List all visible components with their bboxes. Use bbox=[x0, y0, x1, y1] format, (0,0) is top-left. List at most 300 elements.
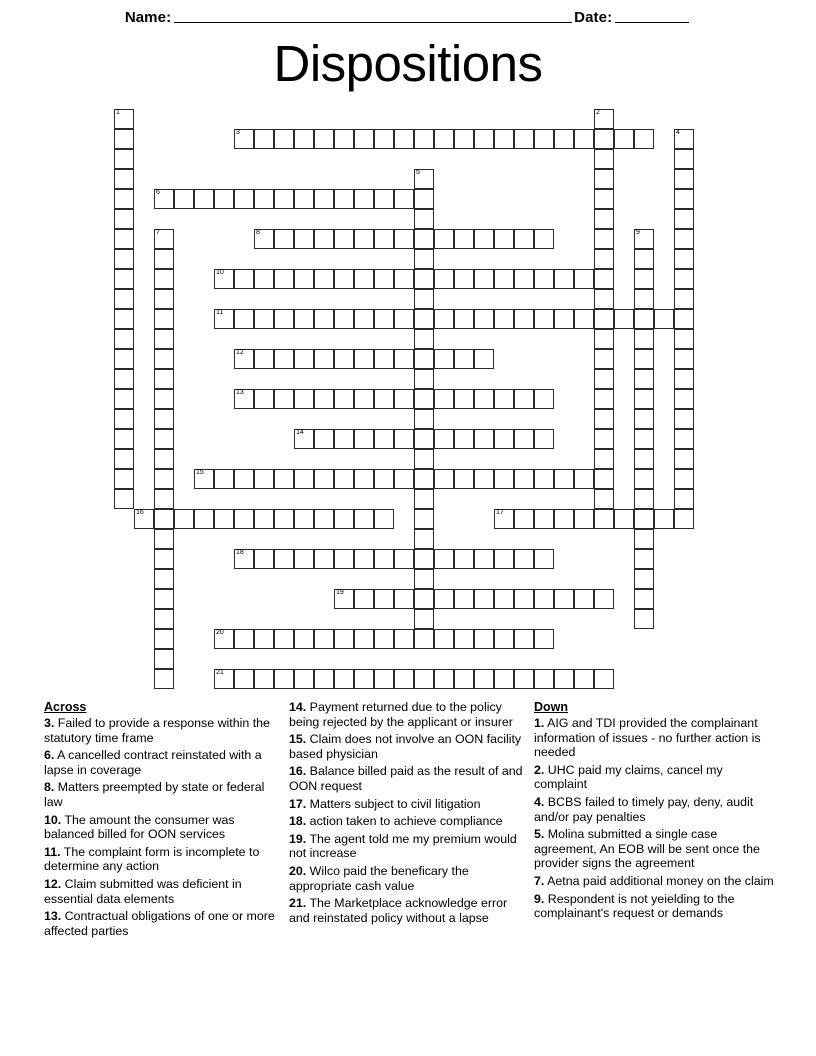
grid-cell[interactable] bbox=[354, 509, 374, 529]
grid-cell[interactable] bbox=[114, 449, 134, 469]
grid-cell[interactable] bbox=[234, 509, 254, 529]
grid-cell[interactable] bbox=[674, 409, 694, 429]
grid-cell[interactable] bbox=[634, 229, 654, 249]
grid-cell[interactable] bbox=[354, 589, 374, 609]
grid-cell[interactable] bbox=[314, 429, 334, 449]
grid-cell[interactable] bbox=[594, 289, 614, 309]
grid-cell[interactable] bbox=[594, 469, 614, 489]
grid-cell[interactable] bbox=[434, 669, 454, 689]
grid-cell[interactable] bbox=[194, 509, 214, 529]
grid-cell[interactable] bbox=[274, 469, 294, 489]
grid-cell[interactable] bbox=[354, 469, 374, 489]
grid-cell[interactable] bbox=[514, 309, 534, 329]
grid-cell[interactable] bbox=[354, 429, 374, 449]
grid-cell[interactable] bbox=[574, 469, 594, 489]
grid-cell[interactable] bbox=[114, 349, 134, 369]
grid-cell[interactable] bbox=[594, 669, 614, 689]
grid-cell[interactable] bbox=[494, 429, 514, 449]
grid-cell[interactable] bbox=[394, 669, 414, 689]
grid-cell[interactable] bbox=[534, 309, 554, 329]
grid-cell[interactable] bbox=[594, 489, 614, 509]
grid-cell[interactable] bbox=[114, 429, 134, 449]
grid-cell[interactable] bbox=[634, 329, 654, 349]
grid-cell[interactable] bbox=[454, 469, 474, 489]
grid-cell[interactable] bbox=[354, 129, 374, 149]
grid-cell[interactable] bbox=[474, 669, 494, 689]
grid-cell[interactable] bbox=[594, 509, 614, 529]
grid-cell[interactable] bbox=[154, 469, 174, 489]
grid-cell[interactable] bbox=[614, 129, 634, 149]
grid-cell[interactable] bbox=[394, 349, 414, 369]
grid-cell[interactable] bbox=[634, 509, 654, 529]
grid-cell[interactable] bbox=[594, 209, 614, 229]
grid-cell[interactable] bbox=[154, 629, 174, 649]
grid-cell[interactable] bbox=[674, 489, 694, 509]
grid-cell[interactable] bbox=[514, 229, 534, 249]
grid-cell[interactable] bbox=[594, 369, 614, 389]
grid-cell[interactable] bbox=[374, 589, 394, 609]
grid-cell[interactable] bbox=[414, 249, 434, 269]
grid-cell[interactable] bbox=[394, 629, 414, 649]
grid-cell[interactable] bbox=[434, 469, 454, 489]
crossword-grid[interactable] bbox=[114, 109, 714, 699]
grid-cell[interactable] bbox=[154, 669, 174, 689]
grid-cell[interactable] bbox=[494, 549, 514, 569]
grid-cell[interactable] bbox=[214, 189, 234, 209]
grid-cell[interactable] bbox=[294, 309, 314, 329]
grid-cell[interactable] bbox=[474, 629, 494, 649]
grid-cell[interactable] bbox=[414, 269, 434, 289]
grid-cell[interactable] bbox=[374, 389, 394, 409]
grid-cell[interactable] bbox=[474, 389, 494, 409]
grid-cell[interactable] bbox=[674, 209, 694, 229]
grid-cell[interactable] bbox=[114, 289, 134, 309]
grid-cell[interactable] bbox=[354, 189, 374, 209]
grid-cell[interactable] bbox=[294, 269, 314, 289]
grid-cell[interactable] bbox=[634, 369, 654, 389]
grid-cell[interactable] bbox=[394, 269, 414, 289]
grid-cell[interactable] bbox=[674, 369, 694, 389]
grid-cell[interactable] bbox=[474, 309, 494, 329]
grid-cell[interactable] bbox=[414, 189, 434, 209]
grid-cell[interactable] bbox=[554, 509, 574, 529]
grid-cell[interactable] bbox=[514, 549, 534, 569]
grid-cell[interactable] bbox=[334, 229, 354, 249]
grid-cell[interactable] bbox=[154, 369, 174, 389]
grid-cell[interactable] bbox=[434, 309, 454, 329]
grid-cell[interactable] bbox=[254, 309, 274, 329]
grid-cell[interactable] bbox=[414, 209, 434, 229]
grid-cell[interactable] bbox=[354, 629, 374, 649]
grid-cell[interactable] bbox=[494, 669, 514, 689]
grid-cell[interactable] bbox=[574, 589, 594, 609]
grid-cell[interactable] bbox=[294, 429, 314, 449]
grid-cell[interactable] bbox=[314, 669, 334, 689]
grid-cell[interactable] bbox=[634, 489, 654, 509]
grid-cell[interactable] bbox=[334, 629, 354, 649]
grid-cell[interactable] bbox=[294, 669, 314, 689]
grid-cell[interactable] bbox=[574, 669, 594, 689]
grid-cell[interactable] bbox=[274, 549, 294, 569]
grid-cell[interactable] bbox=[674, 189, 694, 209]
grid-cell[interactable] bbox=[274, 669, 294, 689]
grid-cell[interactable] bbox=[434, 589, 454, 609]
grid-cell[interactable] bbox=[434, 629, 454, 649]
date-blank-line[interactable] bbox=[615, 21, 689, 23]
grid-cell[interactable] bbox=[314, 309, 334, 329]
grid-cell[interactable] bbox=[394, 589, 414, 609]
grid-cell[interactable] bbox=[394, 429, 414, 449]
grid-cell[interactable] bbox=[574, 269, 594, 289]
grid-cell[interactable] bbox=[534, 229, 554, 249]
grid-cell[interactable] bbox=[334, 549, 354, 569]
grid-cell[interactable] bbox=[394, 389, 414, 409]
grid-cell[interactable] bbox=[674, 149, 694, 169]
grid-cell[interactable] bbox=[634, 129, 654, 149]
grid-cell[interactable] bbox=[414, 529, 434, 549]
grid-cell[interactable] bbox=[634, 289, 654, 309]
grid-cell[interactable] bbox=[354, 269, 374, 289]
grid-cell[interactable] bbox=[334, 469, 354, 489]
grid-cell[interactable] bbox=[374, 669, 394, 689]
name-blank-line[interactable] bbox=[174, 21, 572, 23]
grid-cell[interactable] bbox=[454, 129, 474, 149]
grid-cell[interactable] bbox=[594, 329, 614, 349]
grid-cell[interactable] bbox=[294, 189, 314, 209]
grid-cell[interactable] bbox=[574, 129, 594, 149]
grid-cell[interactable] bbox=[114, 149, 134, 169]
grid-cell[interactable] bbox=[674, 309, 694, 329]
grid-cell[interactable] bbox=[674, 269, 694, 289]
grid-cell[interactable] bbox=[374, 189, 394, 209]
grid-cell[interactable] bbox=[414, 229, 434, 249]
grid-cell[interactable] bbox=[314, 189, 334, 209]
grid-cell[interactable] bbox=[154, 249, 174, 269]
grid-cell[interactable] bbox=[474, 469, 494, 489]
grid-cell[interactable] bbox=[334, 389, 354, 409]
grid-cell[interactable] bbox=[254, 469, 274, 489]
grid-cell[interactable] bbox=[674, 289, 694, 309]
grid-cell[interactable] bbox=[294, 229, 314, 249]
grid-cell[interactable] bbox=[634, 569, 654, 589]
grid-cell[interactable] bbox=[594, 149, 614, 169]
grid-cell[interactable] bbox=[494, 509, 514, 529]
grid-cell[interactable] bbox=[434, 429, 454, 449]
grid-cell[interactable] bbox=[294, 469, 314, 489]
grid-cell[interactable] bbox=[394, 549, 414, 569]
grid-cell[interactable] bbox=[154, 609, 174, 629]
grid-cell[interactable] bbox=[294, 509, 314, 529]
grid-cell[interactable] bbox=[254, 669, 274, 689]
grid-cell[interactable] bbox=[274, 389, 294, 409]
grid-cell[interactable] bbox=[594, 409, 614, 429]
grid-cell[interactable] bbox=[334, 509, 354, 529]
grid-cell[interactable] bbox=[414, 449, 434, 469]
grid-cell[interactable] bbox=[414, 549, 434, 569]
grid-cell[interactable] bbox=[234, 269, 254, 289]
grid-cell[interactable] bbox=[594, 249, 614, 269]
grid-cell[interactable] bbox=[154, 569, 174, 589]
grid-cell[interactable] bbox=[414, 489, 434, 509]
grid-cell[interactable] bbox=[394, 129, 414, 149]
grid-cell[interactable] bbox=[634, 549, 654, 569]
grid-cell[interactable] bbox=[254, 509, 274, 529]
grid-cell[interactable] bbox=[494, 129, 514, 149]
grid-cell[interactable] bbox=[434, 269, 454, 289]
grid-cell[interactable] bbox=[534, 469, 554, 489]
grid-cell[interactable] bbox=[114, 369, 134, 389]
grid-cell[interactable] bbox=[114, 309, 134, 329]
grid-cell[interactable] bbox=[594, 129, 614, 149]
grid-cell[interactable] bbox=[114, 269, 134, 289]
grid-cell[interactable] bbox=[154, 329, 174, 349]
grid-cell[interactable] bbox=[154, 409, 174, 429]
grid-cell[interactable] bbox=[674, 389, 694, 409]
grid-cell[interactable] bbox=[554, 309, 574, 329]
grid-cell[interactable] bbox=[474, 229, 494, 249]
grid-cell[interactable] bbox=[674, 429, 694, 449]
grid-cell[interactable] bbox=[274, 189, 294, 209]
grid-cell[interactable] bbox=[414, 429, 434, 449]
grid-cell[interactable] bbox=[334, 429, 354, 449]
grid-cell[interactable] bbox=[314, 629, 334, 649]
grid-cell[interactable] bbox=[334, 129, 354, 149]
grid-cell[interactable] bbox=[114, 409, 134, 429]
grid-cell[interactable] bbox=[394, 309, 414, 329]
grid-cell[interactable] bbox=[194, 189, 214, 209]
grid-cell[interactable] bbox=[114, 109, 134, 129]
grid-cell[interactable] bbox=[634, 609, 654, 629]
grid-cell[interactable] bbox=[234, 469, 254, 489]
grid-cell[interactable] bbox=[234, 549, 254, 569]
grid-cell[interactable] bbox=[114, 469, 134, 489]
grid-cell[interactable] bbox=[374, 469, 394, 489]
grid-cell[interactable] bbox=[454, 349, 474, 369]
grid-cell[interactable] bbox=[174, 509, 194, 529]
grid-cell[interactable] bbox=[454, 229, 474, 249]
grid-cell[interactable] bbox=[214, 669, 234, 689]
grid-cell[interactable] bbox=[594, 229, 614, 249]
grid-cell[interactable] bbox=[654, 509, 674, 529]
grid-cell[interactable] bbox=[154, 529, 174, 549]
grid-cell[interactable] bbox=[594, 449, 614, 469]
grid-cell[interactable] bbox=[454, 589, 474, 609]
grid-cell[interactable] bbox=[234, 129, 254, 149]
grid-cell[interactable] bbox=[314, 229, 334, 249]
grid-cell[interactable] bbox=[474, 349, 494, 369]
grid-cell[interactable] bbox=[354, 229, 374, 249]
grid-cell[interactable] bbox=[214, 509, 234, 529]
grid-cell[interactable] bbox=[374, 509, 394, 529]
grid-cell[interactable] bbox=[674, 169, 694, 189]
grid-cell[interactable] bbox=[474, 129, 494, 149]
grid-cell[interactable] bbox=[514, 589, 534, 609]
grid-cell[interactable] bbox=[214, 269, 234, 289]
grid-cell[interactable] bbox=[414, 329, 434, 349]
grid-cell[interactable] bbox=[334, 589, 354, 609]
grid-cell[interactable] bbox=[414, 509, 434, 529]
grid-cell[interactable] bbox=[634, 589, 654, 609]
grid-cell[interactable] bbox=[674, 329, 694, 349]
grid-cell[interactable] bbox=[154, 269, 174, 289]
grid-cell[interactable] bbox=[114, 129, 134, 149]
grid-cell[interactable] bbox=[454, 309, 474, 329]
grid-cell[interactable] bbox=[494, 389, 514, 409]
grid-cell[interactable] bbox=[154, 649, 174, 669]
grid-cell[interactable] bbox=[234, 349, 254, 369]
grid-cell[interactable] bbox=[534, 629, 554, 649]
grid-cell[interactable] bbox=[334, 309, 354, 329]
grid-cell[interactable] bbox=[474, 549, 494, 569]
grid-cell[interactable] bbox=[334, 269, 354, 289]
grid-cell[interactable] bbox=[314, 129, 334, 149]
grid-cell[interactable] bbox=[434, 349, 454, 369]
grid-cell[interactable] bbox=[594, 429, 614, 449]
grid-cell[interactable] bbox=[534, 509, 554, 529]
grid-cell[interactable] bbox=[274, 309, 294, 329]
grid-cell[interactable] bbox=[514, 629, 534, 649]
grid-cell[interactable] bbox=[374, 549, 394, 569]
grid-cell[interactable] bbox=[274, 629, 294, 649]
grid-cell[interactable] bbox=[634, 269, 654, 289]
grid-cell[interactable] bbox=[374, 309, 394, 329]
grid-cell[interactable] bbox=[554, 589, 574, 609]
grid-cell[interactable] bbox=[174, 189, 194, 209]
grid-cell[interactable] bbox=[414, 389, 434, 409]
grid-cell[interactable] bbox=[494, 469, 514, 489]
grid-cell[interactable] bbox=[534, 429, 554, 449]
grid-cell[interactable] bbox=[554, 269, 574, 289]
grid-cell[interactable] bbox=[494, 309, 514, 329]
grid-cell[interactable] bbox=[594, 589, 614, 609]
grid-cell[interactable] bbox=[374, 349, 394, 369]
grid-cell[interactable] bbox=[154, 549, 174, 569]
grid-cell[interactable] bbox=[414, 309, 434, 329]
grid-cell[interactable] bbox=[414, 589, 434, 609]
grid-cell[interactable] bbox=[514, 429, 534, 449]
grid-cell[interactable] bbox=[334, 349, 354, 369]
grid-cell[interactable] bbox=[514, 389, 534, 409]
grid-cell[interactable] bbox=[194, 469, 214, 489]
grid-cell[interactable] bbox=[454, 269, 474, 289]
grid-cell[interactable] bbox=[234, 629, 254, 649]
grid-cell[interactable] bbox=[154, 489, 174, 509]
grid-cell[interactable] bbox=[274, 349, 294, 369]
grid-cell[interactable] bbox=[574, 309, 594, 329]
grid-cell[interactable] bbox=[314, 389, 334, 409]
grid-cell[interactable] bbox=[314, 509, 334, 529]
grid-cell[interactable] bbox=[254, 129, 274, 149]
grid-cell[interactable] bbox=[214, 469, 234, 489]
grid-cell[interactable] bbox=[454, 389, 474, 409]
grid-cell[interactable] bbox=[474, 429, 494, 449]
grid-cell[interactable] bbox=[514, 269, 534, 289]
grid-cell[interactable] bbox=[114, 169, 134, 189]
grid-cell[interactable] bbox=[674, 349, 694, 369]
grid-cell[interactable] bbox=[594, 309, 614, 329]
grid-cell[interactable] bbox=[534, 669, 554, 689]
grid-cell[interactable] bbox=[354, 349, 374, 369]
grid-cell[interactable] bbox=[434, 549, 454, 569]
grid-cell[interactable] bbox=[134, 509, 154, 529]
grid-cell[interactable] bbox=[414, 469, 434, 489]
grid-cell[interactable] bbox=[394, 189, 414, 209]
grid-cell[interactable] bbox=[274, 129, 294, 149]
grid-cell[interactable] bbox=[654, 309, 674, 329]
grid-cell[interactable] bbox=[434, 129, 454, 149]
grid-cell[interactable] bbox=[514, 669, 534, 689]
grid-cell[interactable] bbox=[294, 389, 314, 409]
grid-cell[interactable] bbox=[414, 289, 434, 309]
grid-cell[interactable] bbox=[634, 449, 654, 469]
grid-cell[interactable] bbox=[274, 229, 294, 249]
grid-cell[interactable] bbox=[374, 129, 394, 149]
grid-cell[interactable] bbox=[154, 289, 174, 309]
grid-cell[interactable] bbox=[674, 509, 694, 529]
grid-cell[interactable] bbox=[634, 309, 654, 329]
grid-cell[interactable] bbox=[454, 629, 474, 649]
grid-cell[interactable] bbox=[414, 669, 434, 689]
grid-cell[interactable] bbox=[414, 409, 434, 429]
grid-cell[interactable] bbox=[554, 469, 574, 489]
grid-cell[interactable] bbox=[254, 269, 274, 289]
grid-cell[interactable] bbox=[254, 229, 274, 249]
grid-cell[interactable] bbox=[474, 269, 494, 289]
grid-cell[interactable] bbox=[274, 269, 294, 289]
grid-cell[interactable] bbox=[374, 229, 394, 249]
grid-cell[interactable] bbox=[234, 189, 254, 209]
grid-cell[interactable] bbox=[634, 529, 654, 549]
grid-cell[interactable] bbox=[374, 429, 394, 449]
grid-cell[interactable] bbox=[154, 229, 174, 249]
grid-cell[interactable] bbox=[354, 389, 374, 409]
grid-cell[interactable] bbox=[234, 389, 254, 409]
grid-cell[interactable] bbox=[494, 269, 514, 289]
grid-cell[interactable] bbox=[114, 329, 134, 349]
grid-cell[interactable] bbox=[354, 669, 374, 689]
grid-cell[interactable] bbox=[334, 669, 354, 689]
grid-cell[interactable] bbox=[254, 549, 274, 569]
grid-cell[interactable] bbox=[414, 129, 434, 149]
grid-cell[interactable] bbox=[114, 389, 134, 409]
grid-cell[interactable] bbox=[254, 189, 274, 209]
grid-cell[interactable] bbox=[294, 129, 314, 149]
grid-cell[interactable] bbox=[634, 249, 654, 269]
grid-cell[interactable] bbox=[254, 389, 274, 409]
grid-cell[interactable] bbox=[514, 509, 534, 529]
grid-cell[interactable] bbox=[494, 229, 514, 249]
grid-cell[interactable] bbox=[214, 309, 234, 329]
grid-cell[interactable] bbox=[114, 229, 134, 249]
grid-cell[interactable] bbox=[414, 349, 434, 369]
grid-cell[interactable] bbox=[274, 509, 294, 529]
grid-cell[interactable] bbox=[594, 109, 614, 129]
grid-cell[interactable] bbox=[154, 429, 174, 449]
grid-cell[interactable] bbox=[154, 589, 174, 609]
grid-cell[interactable] bbox=[434, 389, 454, 409]
grid-cell[interactable] bbox=[494, 589, 514, 609]
grid-cell[interactable] bbox=[594, 169, 614, 189]
grid-cell[interactable] bbox=[534, 589, 554, 609]
grid-cell[interactable] bbox=[634, 429, 654, 449]
grid-cell[interactable] bbox=[574, 509, 594, 529]
grid-cell[interactable] bbox=[314, 469, 334, 489]
grid-cell[interactable] bbox=[674, 129, 694, 149]
grid-cell[interactable] bbox=[234, 309, 254, 329]
grid-cell[interactable] bbox=[254, 349, 274, 369]
grid-cell[interactable] bbox=[154, 449, 174, 469]
grid-cell[interactable] bbox=[154, 349, 174, 369]
